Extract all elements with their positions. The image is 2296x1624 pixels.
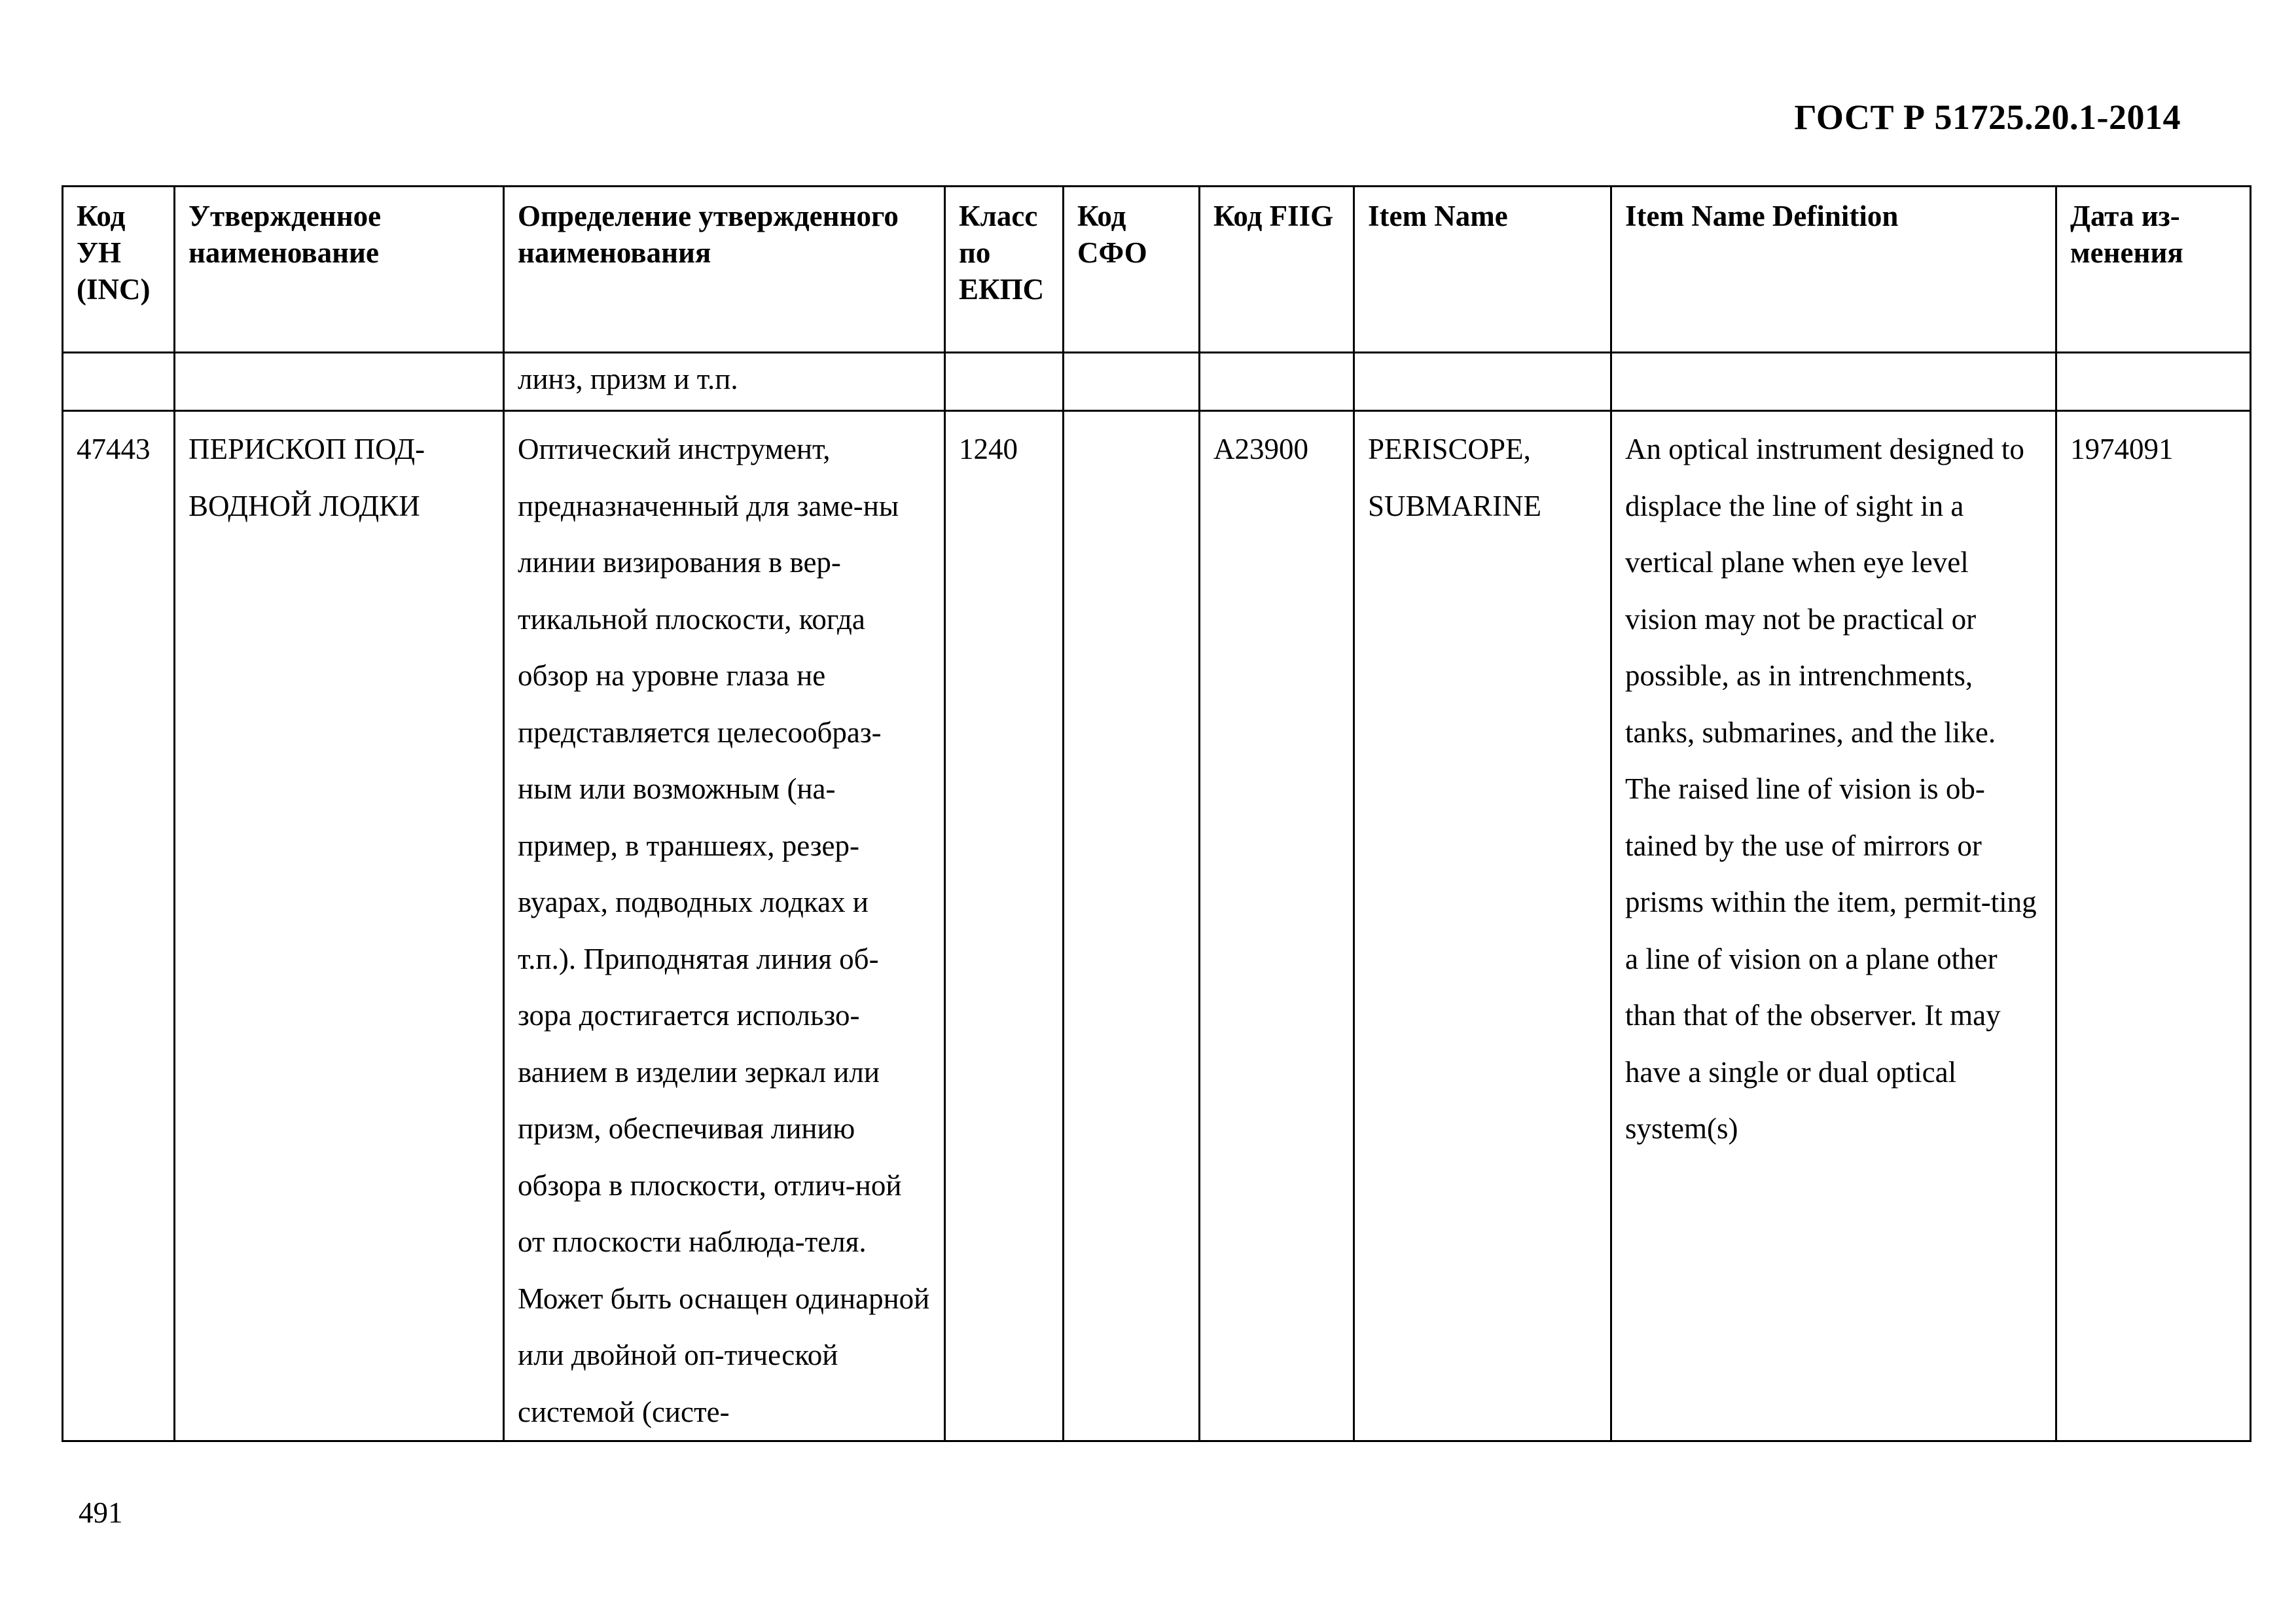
header-inc-code: Код УН (INC) [63,187,175,353]
cell-name-definition: Оптический инструмент, предназначенный для заме-ны линии визирования в вер-тикальной плоскости, когда обзор на уровне глаза не представляется целесообраз-ным или возможным (на-пример, в траншеях, резер-вуарах, подводных лодках и т.п.). Приподнятая линия об-зора достигается использо-ванием в изделии зеркал или призм, обеспечивая линию обзора в плоскости, отлич-ной от плоскости наблюда-теля. Может быть оснащен одинарной или двойной оп-тической системой (систе- [504,411,945,1441]
header-item-name-definition: Item Name Definition [1611,187,2056,353]
header-fiig-code: Код FIIG [1200,187,1354,353]
cell-fiig-code: A23900 [1200,411,1354,1441]
table-header-row [63,187,2251,353]
cell-fiig-code [1200,353,1354,411]
cell-item-name-definition: An optical instrument designed to displace the line of sight in a vertical plane when eye level vision may not be practical or possible, as in intrenchments, tanks, submarines, and the like. The raised line of vision is ob-tained by the use of mirrors or prisms within the item, permit-ting a line of vision on a plane other than that of the observer. It may have a single or dual optical system(s) [1611,411,2056,1441]
cell-item-name-definition [1611,353,2056,411]
cell-sfo-code [1064,353,1200,411]
header-name-definition: Определение утвержденного наименования [504,187,945,353]
cell-inc-code: 47443 [63,411,175,1441]
cell-inc-code [63,353,175,411]
table-row [63,411,2251,1441]
cell-sfo-code [1064,411,1200,1441]
cell-approved-name [175,353,504,411]
header-approved-name: Утвержденное наименование [175,187,504,353]
header-ekps-class: Класс по ЕКПС [945,187,1064,353]
cell-change-date [2056,353,2251,411]
cell-approved-name: ПЕРИСКОП ПОД-ВОДНОЙ ЛОДКИ [175,411,504,1441]
header-sfo-code: Код СФО [1064,187,1200,353]
nomenclature-table [62,185,2251,1442]
cell-ekps-class: 1240 [945,411,1064,1441]
header-change-date: Дата из-менения [2056,187,2251,353]
page-number: 491 [79,1496,123,1529]
header-item-name: Item Name [1354,187,1611,353]
cell-item-name [1354,353,1611,411]
cell-name-definition: линз, призм и т.п. [504,353,945,411]
cell-change-date: 1974091 [2056,411,2251,1441]
cell-item-name: PERISCOPE, SUBMARINE [1354,411,1611,1441]
cell-ekps-class [945,353,1064,411]
table-row-continuation [63,353,2251,411]
standard-designation: ГОСТ Р 51725.20.1-2014 [1794,98,2181,137]
